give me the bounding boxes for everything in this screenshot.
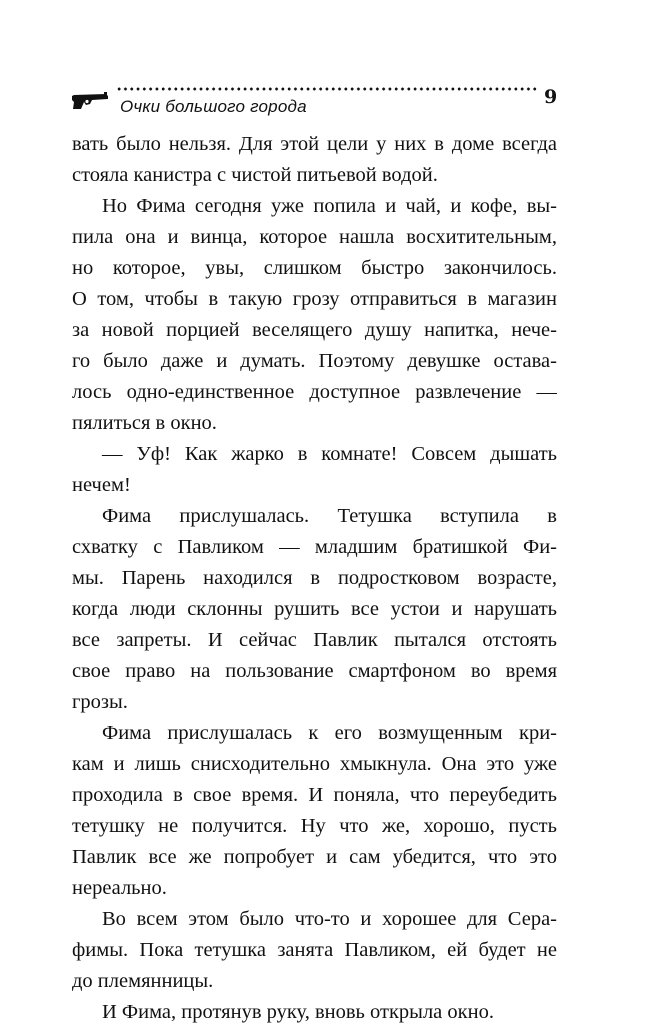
text-line: схватку с Павликом — младшим братишкой Фи- (72, 536, 557, 558)
dotted-rule (116, 86, 538, 92)
text-line: нереально. (72, 877, 167, 899)
text-line: пялиться в окно. (72, 412, 217, 434)
text-line: Павлик все же попробует и сам убедится, что это (72, 846, 557, 868)
text-line: О том, чтобы в такую грозу отправиться в магазин (72, 288, 557, 310)
text-line: за новой порцией веселящего душу напитка, нече- (72, 319, 557, 341)
text-line: Во всем этом было что-то и хорошее для Сера- (102, 908, 557, 930)
text-line: когда люди склонны рушить все устои и нарушать (72, 598, 557, 620)
text-line: И Фима, протянув руку, вновь открыла окно. (102, 1001, 494, 1023)
text-line: проходила в свое время. И поняла, что переубедить (72, 784, 557, 806)
running-title: Очки большого города (120, 97, 307, 116)
paragraph (72, 129, 557, 191)
text-line: го было даже и думать. Поэтому девушке остава- (72, 350, 557, 372)
text-line: Но Фима сегодня уже попила и чай, и кофе, вы- (102, 195, 557, 217)
text-line: пила она и винца, которое нашла восхитительным, (72, 226, 557, 248)
paragraph (72, 997, 557, 1028)
text-line: лось одно-единственное доступное развлечение — (72, 381, 557, 403)
paragraph (72, 439, 557, 501)
paragraph (72, 501, 557, 718)
text-line: свое право на пользование смартфоном во время (72, 660, 557, 682)
text-line: все запреты. И сейчас Павлик пытался отстоять (72, 629, 557, 651)
text-line: нечем! (72, 474, 131, 496)
text-line: фимы. Пока тетушка занята Павликом, ей будет не (72, 939, 557, 961)
paragraph (72, 718, 557, 904)
text-line: Фима прислушалась. Тетушка вступила в (102, 505, 557, 527)
revolver-icon (70, 90, 110, 110)
paragraph (72, 191, 557, 439)
page-header (70, 80, 558, 124)
body-text (72, 129, 557, 1028)
text-line: грозы. (72, 691, 128, 713)
text-line: до племянницы. (72, 970, 214, 992)
text-line: Фима прислушалась к его возмущенным кри- (102, 722, 557, 744)
text-line: вать было нельзя. Для этой цели у них в доме всегда (72, 133, 557, 155)
page-number: 9 (544, 86, 558, 108)
text-line: но которое, увы, слишком быстро закончилось. (72, 257, 557, 279)
text-line: кам и лишь снисходительно хмыкнула. Она это уже (72, 753, 557, 775)
text-line: мы. Парень находился в подростковом возрасте, (72, 567, 557, 589)
text-line: — Уф! Как жарко в комнате! Совсем дышать (102, 443, 557, 465)
paragraph (72, 904, 557, 997)
text-line: тетушку не получится. Ну что же, хорошо, пусть (72, 815, 557, 837)
text-line: стояла канистра с чистой питьевой водой. (72, 164, 438, 186)
